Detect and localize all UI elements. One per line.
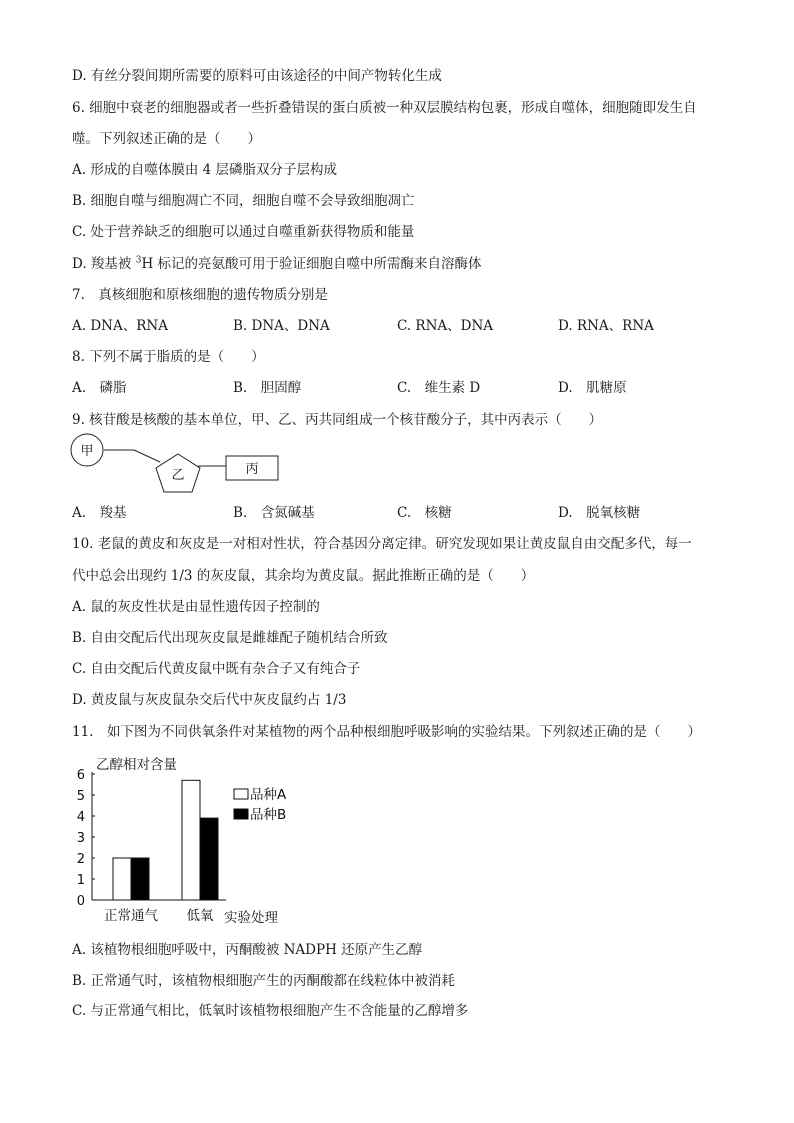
q6-stem-line1: 6. 细胞中衰老的细胞器或者一些折叠错误的蛋白质被一种双层膜结构包裹，形成自噬体，细胞随即发生自 — [72, 100, 697, 116]
q6-option-b: B. 细胞自噬与细胞凋亡不同，细胞自噬不会导致细胞凋亡 — [72, 193, 415, 209]
bar-0-0 — [113, 858, 131, 900]
q6-option-d-sup: 3 — [135, 255, 142, 266]
ethanol-bar-chart — [60, 750, 310, 930]
label-jia: 甲 — [80, 444, 94, 459]
q11-option-c: C. 与正常通气相比，低氧时该植物根细胞产生不含能量的乙醇增多 — [72, 1003, 469, 1019]
q9-stem: 9. 核苷酸是核酸的基本单位，甲、乙、丙共同组成一个核苷酸分子，其中丙表示（ ） — [72, 412, 603, 428]
chart-bars — [113, 780, 218, 900]
q10-stem-line1: 10. 老鼠的黄皮和灰皮是一对相对性状，符合基因分离定律。研究发现如果让黄皮鼠自由交配多代，每一 — [72, 536, 692, 552]
y-axis-label: 乙醇相对含量 — [96, 757, 177, 773]
y-tick-label: 0 — [76, 894, 85, 909]
q5-option-d: D. 有丝分裂间期所需要的原料可由该途径的中间产物转化生成 — [72, 68, 442, 84]
bar-0-1 — [131, 858, 149, 900]
q11-option-a: A. 该植物根细胞呼吸中，丙酮酸被 NADPH 还原产生乙醇 — [72, 942, 423, 958]
q6-option-d — [72, 255, 482, 273]
legend-label: 品种A — [250, 787, 287, 803]
y-tick-label: 4 — [76, 810, 85, 825]
q6-stem-line2: 噬。下列叙述正确的是（ ） — [72, 131, 261, 147]
q6-option-c: C. 处于营养缺乏的细胞可以通过自噬重新获得物质和能量 — [72, 224, 415, 240]
q7-option-c: C. RNA、DNA — [397, 318, 494, 334]
q8-option-c: C. 维生素 D — [397, 380, 481, 396]
q9-option-d: D. 脱氧核糖 — [558, 505, 641, 521]
q9-option-a: A. 羧基 — [72, 505, 127, 521]
q7-option-d: D. RNA、RNA — [558, 318, 654, 334]
nucleotide-diagram — [60, 430, 300, 502]
legend-swatch — [234, 809, 248, 819]
q7-stem: 7. 真核细胞和原核细胞的遗传物质分别是 — [72, 287, 328, 303]
q6-option-d-post: H 标记的亮氨酸可用于验证细胞自噬中所需酶来自溶酶体 — [141, 256, 482, 272]
bar-1-0 — [182, 780, 200, 900]
q8-option-b: B. 胆固醇 — [233, 380, 302, 396]
y-tick-label: 1 — [76, 873, 85, 888]
y-tick-label: 3 — [76, 831, 85, 846]
y-tick-label: 6 — [76, 768, 85, 783]
legend-label: 品种B — [250, 807, 287, 823]
x-tick-label: 低氧 — [186, 908, 214, 924]
label-yi: 乙 — [171, 468, 185, 483]
q8-stem: 8. 下列不属于脂质的是（ ） — [72, 349, 265, 365]
bar-1-1 — [200, 818, 218, 900]
q6-option-a: A. 形成的自噬体膜由 4 层磷脂双分子层构成 — [72, 162, 338, 178]
y-tick-label: 5 — [76, 789, 85, 804]
x-tick-label: 正常通气 — [104, 908, 158, 924]
q10-option-b: B. 自由交配后代出现灰皮鼠是雌雄配子随机结合所致 — [72, 630, 388, 646]
q6-option-d-pre: D. 羧基被 — [72, 256, 136, 272]
y-tick-label: 2 — [76, 852, 85, 867]
legend-swatch — [234, 789, 248, 799]
q9-option-c: C. 核糖 — [397, 505, 452, 521]
q8-option-a: A. 磷脂 — [72, 380, 127, 396]
q10-option-d: D. 黄皮鼠与灰皮鼠杂交后代中灰皮鼠约占 1/3 — [72, 692, 347, 708]
q7-option-a: A. DNA、RNA — [72, 318, 168, 334]
x-axis-label: 实验处理 — [224, 910, 278, 926]
q10-option-c: C. 自由交配后代黄皮鼠中既有杂合子又有纯合子 — [72, 661, 361, 677]
q11-option-b: B. 正常通气时，该植物根细胞产生的丙酮酸都在线粒体中被消耗 — [72, 973, 456, 989]
diagram-link-2 — [134, 450, 160, 462]
label-bing: 丙 — [245, 462, 259, 477]
q7-option-b: B. DNA、DNA — [233, 318, 330, 334]
q10-option-a: A. 鼠的灰皮性状是由显性遗传因子控制的 — [72, 599, 320, 615]
q11-stem: 11. 如下图为不同供氧条件对某植物的两个品种根细胞呼吸影响的实验结果。下列叙述正确的是（ ） — [72, 724, 701, 740]
q10-stem-line2: 代中总会出现约 1/3 的灰皮鼠，其余均为黄皮鼠。据此推断正确的是（ ） — [72, 568, 535, 584]
q9-option-b: B. 含氮碱基 — [233, 505, 315, 521]
q8-option-d: D. 肌糖原 — [558, 380, 627, 396]
